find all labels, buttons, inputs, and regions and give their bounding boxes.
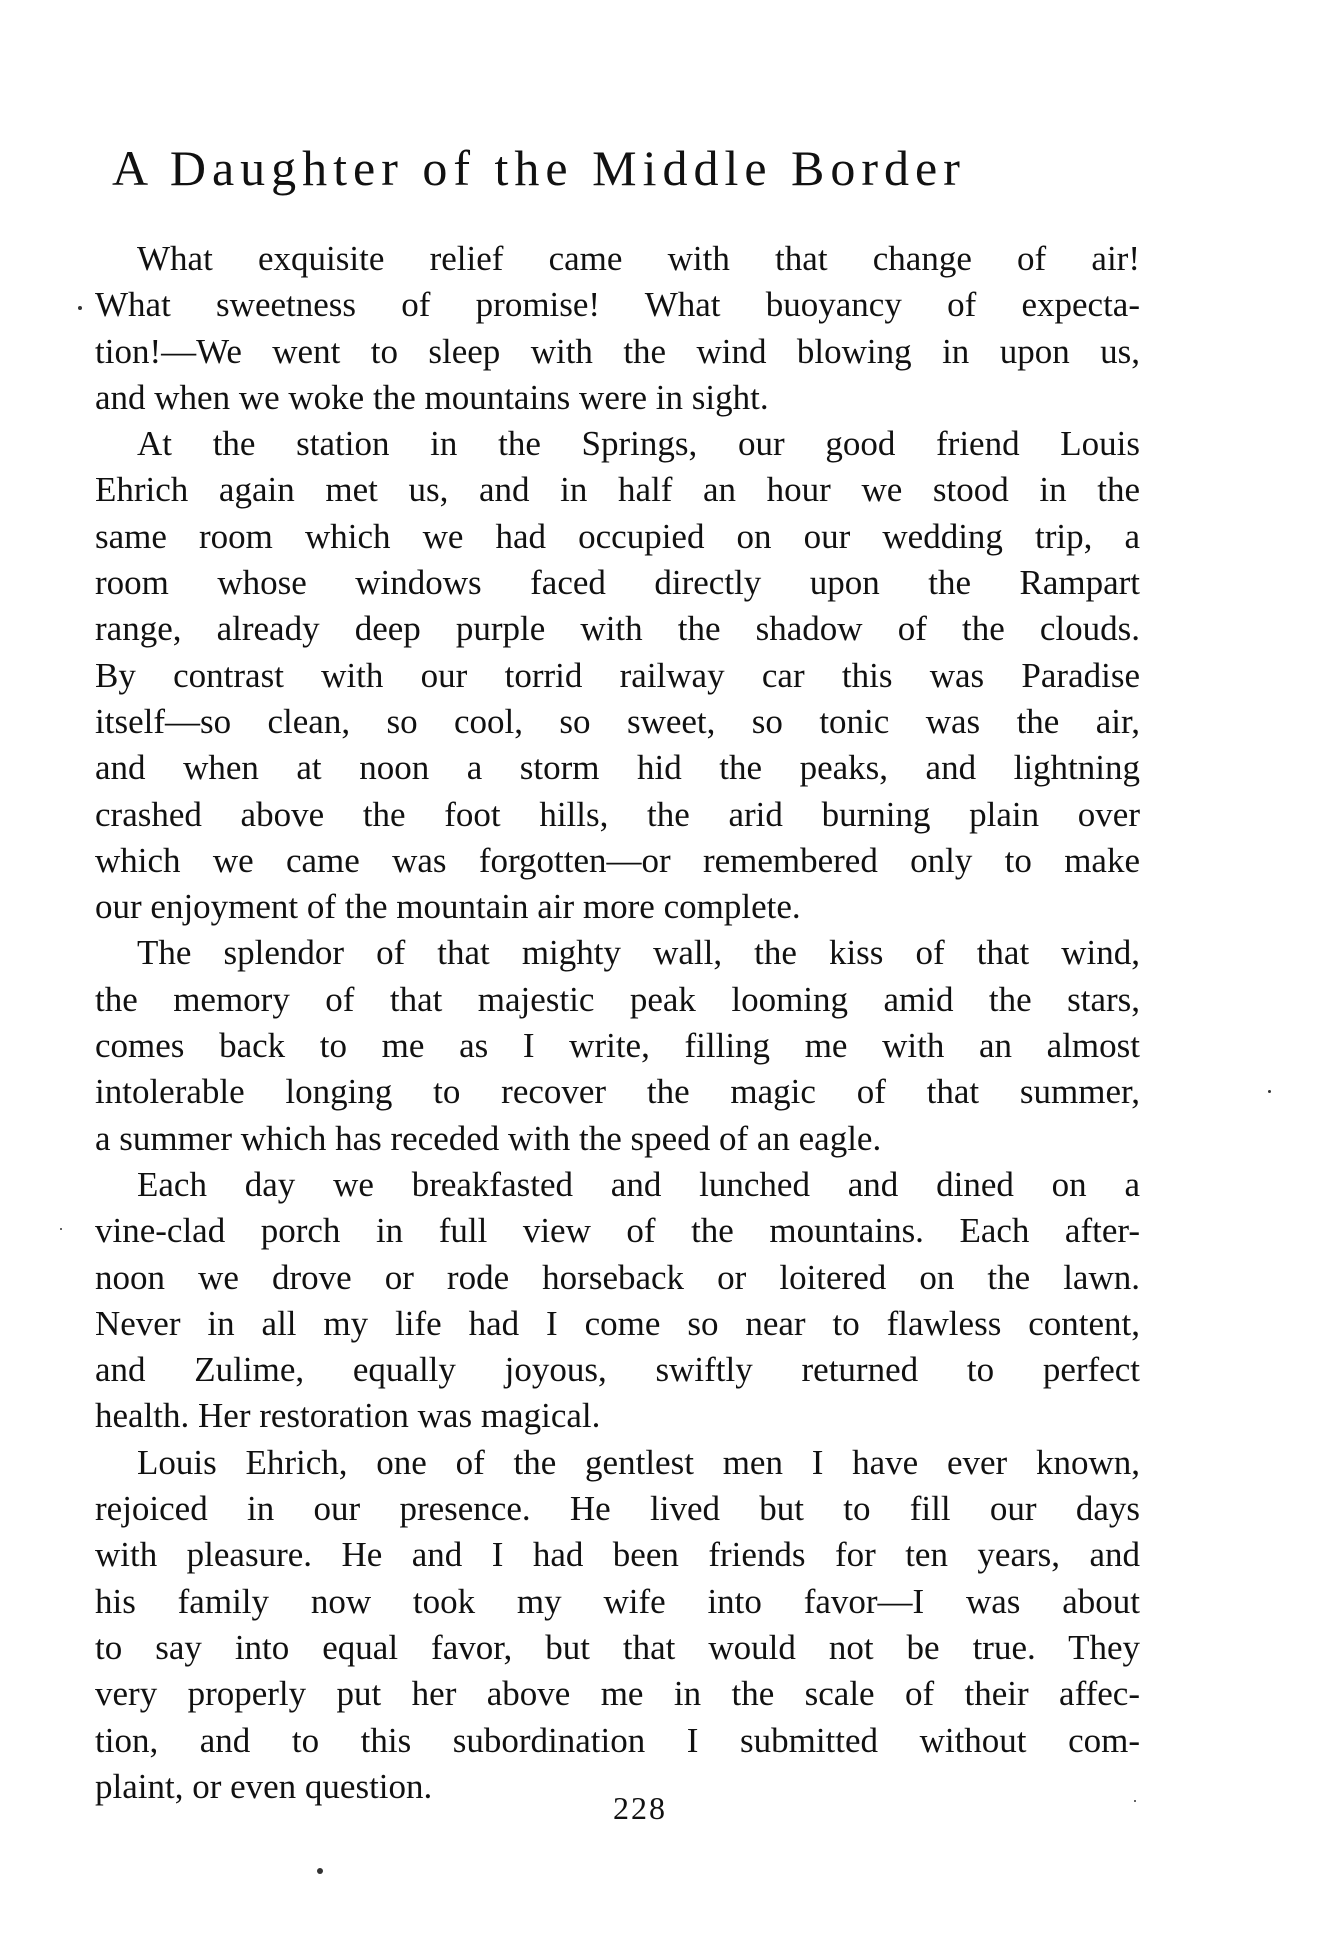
text-line: Never in all my life had I come so near to flawless content, (95, 1303, 1140, 1343)
text-line: By contrast with our torrid railway car this was Paradise (95, 655, 1140, 695)
text-line: rejoiced in our presence. He lived but to fill our days (95, 1489, 1140, 1529)
scan-speck (78, 306, 82, 310)
paragraph (95, 1440, 1140, 1810)
text-line: range, already deep purple with the shadow of the clouds. (95, 609, 1140, 649)
text-line: and Zulime, equally joyous, swiftly returned to perfect (95, 1350, 1140, 1390)
text-line: plaint, or even question. (95, 1766, 433, 1806)
paragraph (95, 421, 1140, 930)
text-line: noon we drove or rode horseback or loitered on the lawn. (95, 1257, 1140, 1297)
text-line: tion, and to this subordination I submitted without com- (95, 1720, 1140, 1760)
scan-speck (317, 1868, 323, 1874)
text-line: At the station in the Springs, our good friend Louis (137, 424, 1140, 464)
text-line: with pleasure. He and I had been friends for ten years, and (95, 1535, 1140, 1575)
text-line: Louis Ehrich, one of the gentlest men I have ever known, (137, 1442, 1140, 1482)
text-line: a summer which has receded with the speed of an eagle. (95, 1118, 882, 1158)
scan-speck (1134, 1800, 1136, 1802)
paragraph (95, 1162, 1140, 1440)
paragraph (95, 930, 1140, 1161)
scan-speck (1268, 1090, 1271, 1093)
text-line: The splendor of that mighty wall, the kiss of that wind, (137, 933, 1140, 973)
text-line: crashed above the foot hills, the arid burning plain over (95, 794, 1140, 834)
text-line: and when at noon a storm hid the peaks, and lightning (95, 748, 1140, 788)
text-line: same room which we had occupied on our wedding trip, a (95, 516, 1140, 556)
text-line: intolerable longing to recover the magic of that summer, (95, 1072, 1140, 1112)
text-line: itself—so clean, so cool, so sweet, so tonic was the air, (95, 701, 1140, 741)
text-line: which we came was forgotten—or remembered only to make (95, 840, 1140, 880)
text-line: our enjoyment of the mountain air more complete. (95, 887, 801, 927)
body-text (95, 236, 1140, 1810)
page-number: 228 (613, 1790, 667, 1826)
text-line: tion!—We went to sleep with the wind blowing in upon us, (95, 331, 1140, 371)
scan-speck (60, 1228, 62, 1230)
text-line: Ehrich again met us, and in half an hour we stood in the (95, 470, 1140, 510)
text-line: the memory of that majestic peak looming amid the stars, (95, 979, 1140, 1019)
text-line: vine-clad porch in full view of the mountains. Each after- (95, 1211, 1140, 1251)
text-line: comes back to me as I write, filling me with an almost (95, 1026, 1140, 1066)
text-line: What exquisite relief came with that change of air! (137, 239, 1140, 278)
running-head: A Daughter of the Middle Border (112, 140, 966, 196)
text-line: to say into equal favor, but that would not be true. They (95, 1627, 1140, 1667)
text-line: room whose windows faced directly upon the Rampart (95, 563, 1140, 603)
text-line: his family now took my wife into favor—I was about (95, 1581, 1140, 1621)
text-line: and when we woke the mountains were in sight. (95, 377, 769, 417)
text-line: What sweetness of promise! What buoyancy of expecta- (95, 285, 1140, 325)
paragraph (95, 236, 1140, 421)
text-line: very properly put her above me in the scale of their affec- (95, 1674, 1140, 1714)
text-line: health. Her restoration was magical. (95, 1396, 601, 1436)
text-line: Each day we breakfasted and lunched and dined on a (137, 1164, 1140, 1204)
